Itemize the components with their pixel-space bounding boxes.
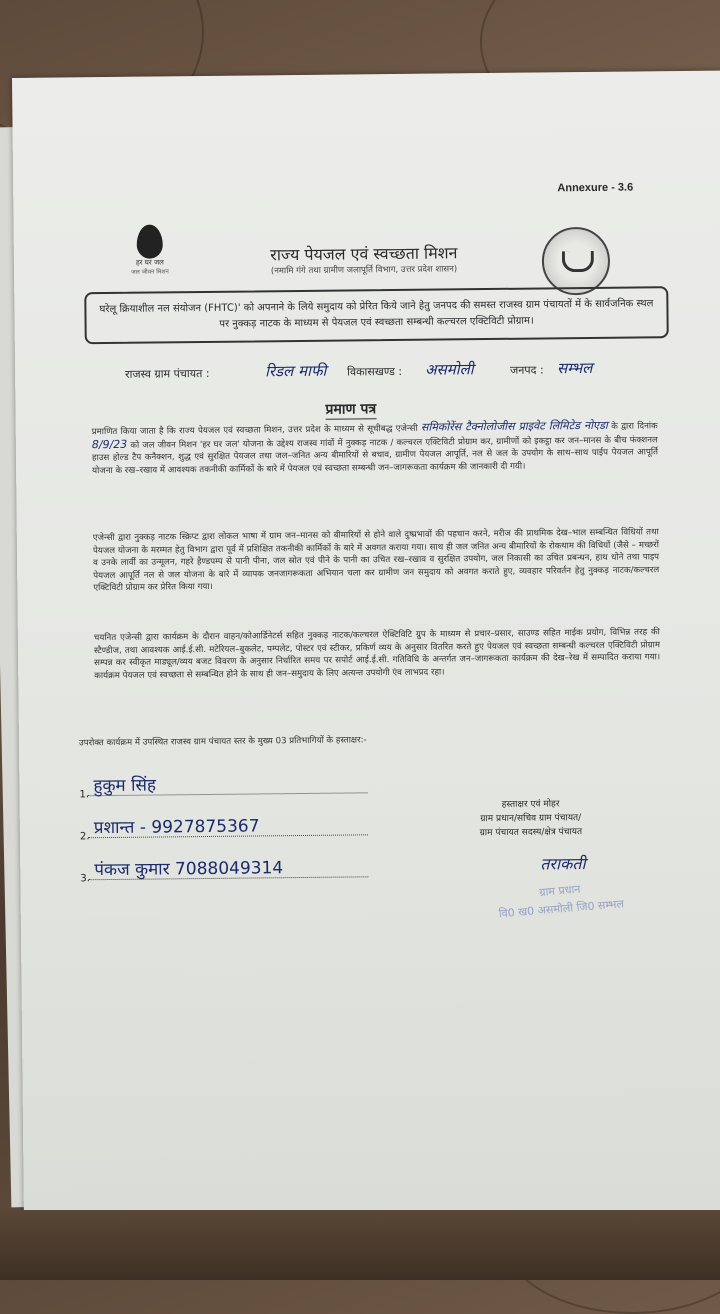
jal-jeevan-logo: [110, 224, 191, 276]
logo-line-2: जल जीवन मिशन: [131, 268, 169, 276]
table-surface: [0, 1210, 720, 1280]
up-govt-emblem-icon: [542, 227, 611, 296]
p1-prefix: प्रमाणित किया जाता है कि राज्य पेयजल एवं स्वच्छता मिशन, उत्तर प्रदेश के माध्यम से सूचीबद्ध एजेन्सी: [91, 423, 418, 438]
officer-block: [436, 797, 626, 841]
gram-panchayat-value: रिडल माफी: [264, 361, 327, 381]
officer-line-1: हस्ताक्षर एवं मोहर: [501, 799, 560, 810]
agency-name-handwritten: समिकोरेंस टैक्नोलोजीस प्राइवेट लिमिटेड नोएडा: [420, 418, 608, 434]
paragraph-1: [92, 419, 659, 477]
officer-line-2: ग्राम प्रधान/सचिव ग्राम पंचायत/: [480, 813, 582, 825]
block-value: असमोली: [424, 360, 474, 379]
official-stamp: [460, 874, 662, 926]
program-description-box: घरेलू क्रियाशील नल संयोजन (FHTC)' को अपनाने के लिये समुदाय को प्रेरित किये जाने हेतु जनपद की समस्त राजस्व ग्राम पंचायतों में के सार्वजनिक स्थल पर नुक्कड़ नाटक के माध्यम से पेयजल एवं स्वच्छता सम्बन्धी कल्चरल एक्टिविटी प्रोग्राम।: [84, 286, 669, 344]
mission-subtitle: (नमामि गंगे तथा ग्रामीण जलापूर्ति विभाग, उत्तर प्रदेश शासन): [270, 264, 458, 277]
mission-title: राज्य पेयजल एवं स्वच्छता मिशन: [270, 243, 458, 265]
participant-2: [80, 806, 420, 852]
certificate-paper: [12, 71, 720, 1218]
stamp-line-1: ग्राम प्रधान: [538, 882, 581, 899]
date-handwritten: 8/9/23: [91, 437, 128, 451]
participant-number: 3.: [80, 873, 90, 885]
location-fields: [125, 358, 645, 381]
participant-signature: हुकुम सिंह: [93, 775, 157, 797]
participant-signature: प्रशान्त - 9927875367: [93, 816, 260, 839]
participant-3: [80, 848, 420, 894]
participant-signature: पंकज कुमार 7088049314: [94, 858, 284, 881]
participant-signatures: [79, 764, 420, 894]
p1-date-label: के द्वारा दिनांक: [611, 421, 658, 432]
participant-number: 1.: [79, 789, 90, 801]
stamp-line-2: वि0 ख0 असमोली जि0 सम्भल: [498, 897, 625, 921]
paragraph-3: चयनित एजेन्सी द्वारा कार्यक्रम के दौरान वाहन/कोआर्डिनेटर्स सहित नुक्कड़ नाटक/कल्चरल ऐक्टिविटि ग्रुप के माध्यम से प्रचार–प्रसार, साउण्ड सहित माईक प्रयोग, विभिन्न तरह की स्टैण्डीज, तथा आवश्यक आई.ई.सी. मटेरियल–बुकलेट, पम्पलेट, पोस्टर एवं स्टीकर, प्रकिर्ण व्यय के अनुसार वितरित करते हुए पेयजल एवं स्वच्छता सम्बन्धी कल्चरल एक्टिविटी प्रोग्राम सम्पन्न कर स्वीकृत माड्यूल/व्यय बजट विवरण के अनुसार निर्धारित समय पर सपोर्ट आई.ई.सी. गतिविधि के अन्तर्गत जन–जागरूकता कार्यक्रम की देख–रेख में सम्पादित कराया गया। कार्यक्रम पेयजल एवं स्वच्छता से सम्बन्धित होने के साथ ही जन–समुदाय के लिए अत्यन्त उपयोगी एंव लाभप्रद रहा।: [93, 627, 661, 681]
paragraph-2: एजेन्सी द्वारा नुक्कड़ नाटक स्क्रिप्ट द्वारा लोकल भाषा में ग्राम जन–मानस को बीमारियों से होने वाले दुष्प्रभावों की पहचान करने, मरीज की प्राथमिक देख–भाल सम्बन्धित विधियों तथा पेयजल योजना के मरम्मत हेतु विभाग द्वारा पूर्व में प्रशिक्षित तकनीकी कार्मिकों के बारे में अवगत कराया गया। साथ ही जल जनित अन्य बीमारियों के रोकथाम की विधियों (जैसे – मच्छरों व उनके लार्वी का उन्मूलन, गहरे हैण्डपम्प से पानी पीना, जल स्रोत एवं पीने के पानी का उचित रख–रखाव व सुरक्षित उपयोग, जल निकासी का उचित प्रबन्धन, हाथ धोने तथा पाइप पेयजल आपूर्ति नल से जल योजना के बारे में व्यापक जनजागरूकता अभियान चला कर ग्रामीण जन समुदाय को अवगत कराते हुए, व्यवहार परिवर्तन हेतु नुक्कड़ नाटक/कल्चरल एक्टिविटी प्रोग्राम कर प्रेरित किया गया।: [92, 527, 660, 594]
participant-1: [79, 764, 419, 810]
officer-signature: तराकती: [540, 854, 586, 874]
block-label: विकासखण्ड :: [347, 364, 403, 379]
participants-intro: उपरोक्त कार्यक्रम में उपस्थित राजस्व ग्राम पंचायत स्तर के मुख्य 03 प्रतिभागियों के हस्ताक्षर:-: [78, 735, 367, 749]
annexure-label: Annexure - 3.6: [557, 181, 634, 195]
district-value: सम्भल: [556, 358, 593, 378]
officer-line-3: ग्राम पंचायत सदस्य/क्षेत्र पंचायत: [479, 827, 583, 839]
gram-panchayat-label: राजस्व ग्राम पंचायत :: [125, 366, 210, 381]
p1-rest: को जल जीवन मिशन 'हर घर जल' योजना के उद्देश्य राजस्व गांवों में नुक्कड़ नाटक / कल्चरल एक्टिविटी प्रोग्राम कर, ग्रामीणों को इकट्ठा कर जन–मानस के बीच फंक्शनल हाउस होल्ड टैप कनैक्शन, शुद्ध एवं सुरक्षित पेयजल तथा जल–जनित अन्य बीमारियों से बचाव, ग्रामीण पेयजल आपूर्ति, नल से जल के उपयोग के साथ–साथ पाईप पेयजल आपूर्ति योजना के रख–रखाव में आवश्यक तकनीकी कार्मिकों के बारे में पेयजल एवं स्वच्छता सम्बन्धी जन–जागरूकता कार्यक्रम की जानकारी दी गयी।: [91, 434, 659, 476]
water-drop-icon: [137, 224, 163, 258]
participant-number: 2.: [79, 831, 90, 843]
logo-line-1: हर घर जल: [135, 258, 164, 267]
certificate-heading: प्रमाण पत्र: [325, 401, 377, 418]
district-label: जनपद :: [510, 363, 544, 377]
